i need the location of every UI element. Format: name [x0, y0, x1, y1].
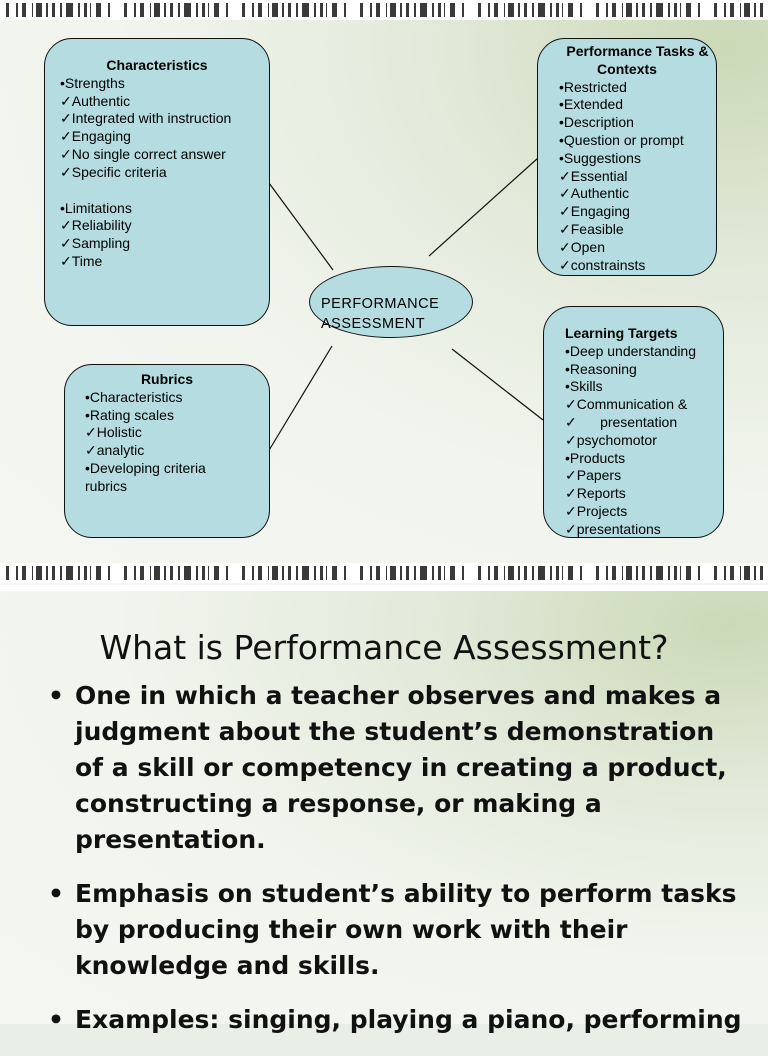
stripe-bar	[390, 566, 396, 580]
stripe-bar	[208, 566, 209, 580]
stripe-bar	[562, 566, 563, 580]
stripe-bar	[524, 566, 527, 580]
stripe-bar	[450, 566, 455, 580]
list-item: ✓Sampling	[60, 235, 131, 252]
stripe-bar	[478, 566, 481, 580]
list-item: •Skills	[565, 378, 603, 395]
stripe-bar	[370, 566, 372, 580]
stripe-bar	[414, 566, 416, 580]
list-item: ✓Feasible	[559, 220, 624, 237]
stripe-bar	[314, 566, 316, 580]
stripe-bar	[66, 566, 73, 580]
list-item: •Rating scales	[85, 406, 174, 423]
rubrics-title: Rubrics	[140, 371, 194, 387]
stripe-bar	[420, 566, 427, 580]
stripe-bar	[622, 566, 623, 580]
list-item: •Restricted	[559, 78, 627, 95]
stripe-bar	[744, 566, 750, 580]
stripe-bar	[360, 566, 363, 580]
stripe-bar	[282, 566, 284, 580]
stripe-bar	[302, 566, 309, 580]
stripe-bar	[52, 566, 55, 580]
connector-targets	[452, 349, 543, 420]
stripe-bar	[606, 566, 608, 580]
stripe-bar	[518, 566, 520, 580]
list-item: •Extended	[559, 96, 624, 113]
stripe-bar	[754, 566, 756, 580]
stripe-bar	[140, 566, 144, 580]
list-item: ✓analytic	[85, 442, 145, 459]
stripe-bar	[698, 566, 700, 580]
stripe-bar	[288, 566, 291, 580]
stripe-bar	[268, 566, 269, 580]
stripe-bar	[680, 566, 681, 580]
list-item: •Limitations	[60, 199, 132, 216]
stripe-bar	[674, 566, 677, 580]
stripe-bar	[326, 566, 327, 580]
bottom-stripe-border	[0, 563, 768, 583]
rubrics-box	[64, 364, 270, 538]
stripe-bar	[150, 566, 151, 580]
stripe-bar	[580, 566, 582, 580]
stripe-bar	[320, 566, 323, 580]
stripe-bar	[596, 566, 599, 580]
stripe-bar	[96, 566, 101, 580]
bullet-list	[48, 678, 748, 1056]
stripe-bar	[344, 566, 346, 580]
stripe-bar	[164, 566, 166, 580]
stripe-bar	[504, 566, 505, 580]
list-item: •Characteristics	[85, 388, 183, 405]
list-item: ✓presentations	[565, 520, 661, 537]
stripe-bar	[134, 566, 136, 580]
list-item: ✓ presentation	[565, 413, 678, 430]
list-item: ✓psychomotor	[565, 431, 657, 448]
stripe-bar	[568, 566, 573, 580]
list-item: •Strengths	[60, 74, 125, 91]
bullet-item: • Emphasis on student’s ability to perform tasks by producing their own work with their knowledge and skills.	[48, 876, 748, 984]
tasks-title-line1: Performance Tasks &	[566, 43, 709, 59]
list-item: ✓No single correct answer	[60, 145, 226, 162]
stripe-bar	[332, 566, 337, 580]
list-item: •Reasoning	[565, 360, 637, 377]
stripe-bar	[386, 566, 387, 580]
stripe-bar	[22, 566, 26, 580]
list-item: ✓Reliability	[60, 217, 132, 234]
stripe-bar	[556, 566, 559, 580]
characteristics-title: Characteristics	[106, 57, 208, 73]
stripe-bar	[444, 566, 445, 580]
connector-tasks	[429, 158, 538, 256]
list-item: ✓Open	[559, 238, 605, 255]
bullet-item: • Examples: singing, playing a piano, performing	[48, 1002, 748, 1038]
stripe-bar	[178, 566, 180, 580]
stripe-bar	[432, 566, 434, 580]
stripe-bar	[78, 566, 80, 580]
list-item: ✓Engaging	[60, 128, 131, 145]
stripe-bar	[730, 566, 734, 580]
targets-box	[543, 306, 724, 538]
connector-rubrics	[268, 346, 332, 452]
stripe-bar	[400, 566, 402, 580]
list-item: •Description	[559, 114, 634, 131]
stripe-bar	[626, 566, 632, 580]
list-item: ✓constrainsts	[559, 256, 646, 273]
stripe-bar	[154, 566, 160, 580]
stripe-bar	[406, 566, 409, 580]
stripe-bar	[16, 566, 18, 580]
stripe-bar	[124, 566, 127, 580]
stripe-bar	[84, 566, 87, 580]
list-item: ✓Projects	[565, 502, 628, 519]
stripe-bar	[242, 566, 245, 580]
stripe-bar	[686, 566, 691, 580]
list-item: ✓Engaging	[559, 203, 630, 220]
list-item: ✓Papers	[565, 467, 622, 484]
list-item: ✓Time	[60, 252, 103, 269]
stripe-bar	[6, 566, 9, 580]
stripe-bar	[438, 566, 441, 580]
stripe-bar	[258, 566, 262, 580]
stripe-bar	[650, 566, 652, 580]
center-line2: ASSESSMENT	[321, 316, 426, 332]
stripe-bar	[760, 566, 763, 580]
stripe-bar	[184, 566, 191, 580]
list-item: ✓Holistic	[85, 424, 142, 441]
targets-title: Learning Targets	[565, 325, 678, 341]
tasks-title-line2: Contexts	[597, 60, 657, 77]
stripe-bar	[196, 566, 198, 580]
stripe-bar	[636, 566, 638, 580]
slide-title: What is Performance Assessment?	[99, 628, 669, 667]
stripe-bar	[538, 566, 545, 580]
list-item: •Suggestions	[559, 149, 641, 166]
center-node	[309, 266, 473, 338]
list-item: •Deep understanding	[565, 342, 696, 359]
stripe-bar	[296, 566, 298, 580]
stripe-bar	[202, 566, 205, 580]
stripe-bar	[272, 566, 278, 580]
stripe-bar	[90, 566, 91, 580]
stripe-bar	[740, 566, 741, 580]
stripe-bar	[714, 566, 717, 580]
list-item: ✓Specific criteria	[60, 163, 167, 180]
stripe-bar	[36, 566, 42, 580]
stripe-bar	[532, 566, 534, 580]
list-item: ✓Reports	[565, 485, 626, 502]
center-line1: PERFORMANCE	[321, 296, 440, 312]
stripe-bar	[32, 566, 33, 580]
stripe-bar	[668, 566, 670, 580]
list-item: ✓Essential	[559, 167, 628, 184]
stripe-bar	[108, 566, 110, 580]
list-item: ✓Communication &	[565, 396, 688, 413]
stripe-bar	[170, 566, 173, 580]
stripe-bar	[494, 566, 498, 580]
list-item: ✓Authentic	[60, 92, 131, 109]
stripe-bar	[724, 566, 726, 580]
list-item: ✓Integrated with instruction	[60, 110, 232, 127]
list-item: •Question or prompt	[559, 131, 684, 148]
stripe-bar	[656, 566, 663, 580]
stripe-bar	[550, 566, 552, 580]
stripe-bar	[612, 566, 616, 580]
stripe-bar	[226, 566, 228, 580]
tasks-box	[537, 38, 717, 276]
stripe-bar	[252, 566, 254, 580]
list-item: •Developing criteria	[85, 459, 206, 476]
list-item: •Products	[565, 449, 626, 466]
stripe-bar	[60, 566, 62, 580]
bullet-item: • One in which a teacher observes and makes a judgment about the student’s demonstration of a skill or competency in creating a product, constructing a response, or making a presentation.	[48, 678, 748, 858]
stripe-bar	[462, 566, 464, 580]
stripe-bar	[214, 566, 219, 580]
connector-characteristics	[269, 183, 333, 270]
stripe-bar	[488, 566, 490, 580]
stripe-bar	[46, 566, 48, 580]
stripe-bar	[642, 566, 645, 580]
list-item: ✓Authentic	[559, 185, 630, 202]
stripe-bar	[376, 566, 380, 580]
characteristics-box	[44, 38, 270, 326]
stripe-bar	[508, 566, 514, 580]
list-item: rubrics	[85, 477, 128, 494]
